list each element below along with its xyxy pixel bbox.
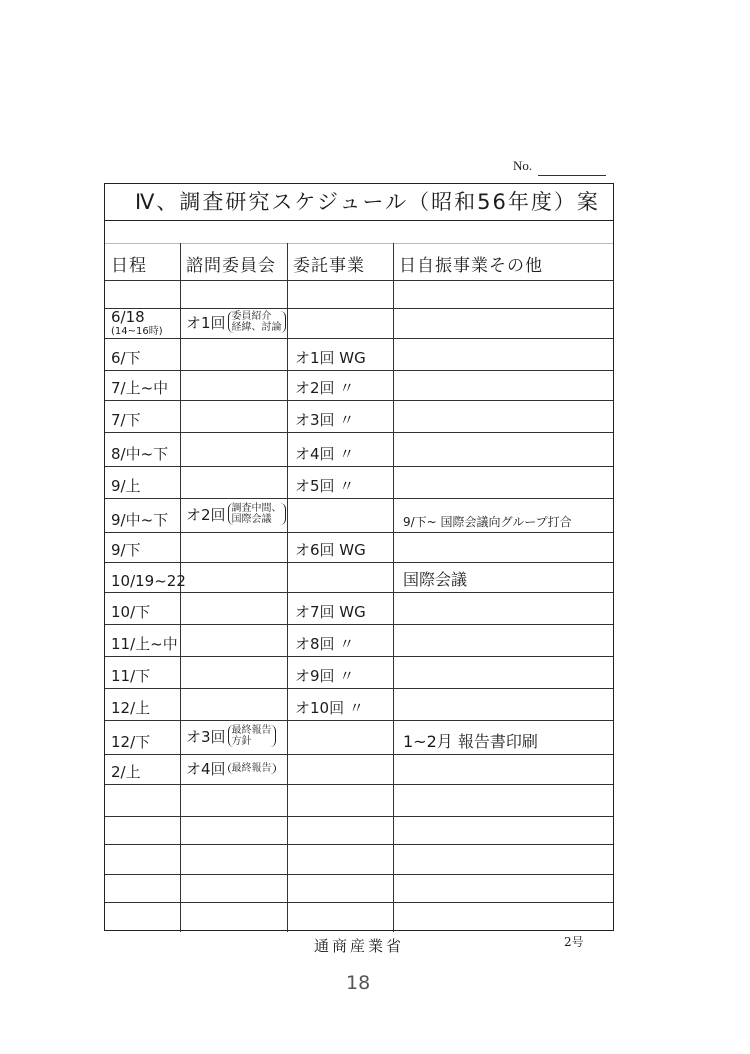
contract-cell: オ5回 〃 (295, 477, 355, 495)
column-header: 日程 (111, 256, 147, 276)
committee-cell (186, 784, 287, 814)
contract-cell (295, 562, 393, 590)
contract-cell: オ9回 〃 (295, 667, 355, 685)
committee-cell (186, 816, 287, 842)
date-cell (111, 816, 180, 842)
other-cell (403, 592, 613, 622)
contract-cell (295, 280, 393, 306)
contract-cell (295, 308, 393, 336)
other-cell (403, 370, 613, 398)
committee-session: オ3回 (186, 727, 226, 746)
date-cell: 2/上 (111, 763, 141, 781)
date-cell (111, 902, 180, 930)
date-cell: 10/19~22 (111, 572, 186, 590)
date-cell: 9/中~下 (111, 511, 169, 529)
page-number: 18 (346, 972, 371, 994)
contract-cell (295, 816, 393, 842)
committee-cell (186, 874, 287, 900)
committee-cell (186, 688, 287, 718)
other-cell (403, 280, 613, 306)
other-cell (403, 624, 613, 654)
date-cell (111, 784, 180, 814)
committee-cell (186, 592, 287, 622)
committee-cell (186, 754, 287, 782)
date-cell: 8/中~下 (111, 445, 169, 463)
committee-cell (186, 400, 287, 430)
other-cell (403, 754, 613, 782)
other-cell (403, 902, 613, 930)
other-cell (403, 400, 613, 430)
column-header: 諮問委員会 (186, 256, 276, 276)
committee-cell (186, 308, 287, 336)
date-cell (111, 844, 180, 872)
committee-note: 調査中間、 国際会議 (228, 503, 286, 525)
date-note: (14~16時) (111, 325, 163, 337)
no-underline (538, 175, 606, 176)
column-header: 日自振事業その他 (399, 256, 543, 276)
contract-cell: オ2回 〃 (295, 379, 355, 397)
column-line (287, 243, 288, 932)
other-cell (403, 816, 613, 842)
committee-cell (186, 432, 287, 464)
other-cell (403, 874, 613, 900)
ministry-name: 通商産業省 (314, 937, 405, 955)
form-number: 2号 (564, 935, 584, 949)
contract-cell (295, 498, 393, 530)
schedule-table (104, 183, 614, 931)
committee-cell (186, 844, 287, 872)
contract-cell: オ3回 〃 (295, 411, 355, 429)
other-cell (403, 432, 613, 464)
date-cell: 6/下 (111, 349, 141, 367)
committee-cell (186, 466, 287, 496)
committee-session: オ1回 (186, 313, 226, 332)
other-cell (403, 784, 613, 814)
committee-cell (186, 720, 287, 752)
contract-cell (295, 844, 393, 872)
contract-cell: オ6回 WG (295, 541, 366, 559)
contract-cell (295, 874, 393, 900)
committee-note: 最終報告 (228, 763, 276, 774)
committee-cell (186, 370, 287, 398)
other-cell (403, 338, 613, 368)
other-cell: 9/下~ 国際会議向グループ打合 (403, 515, 572, 529)
other-cell (403, 308, 613, 336)
committee-cell (186, 280, 287, 306)
column-header: 委託事業 (293, 256, 365, 276)
document-title: Ⅳ、調査研究スケジュール（昭和56年度）案 (105, 184, 613, 221)
committee-cell (186, 656, 287, 686)
other-cell (403, 688, 613, 718)
committee-session: オ4回 (186, 759, 226, 778)
date-cell: 7/下 (111, 411, 141, 429)
other-cell: 国際会議 (403, 570, 468, 589)
other-cell (403, 656, 613, 686)
date-cell (111, 874, 180, 900)
committee-cell (186, 624, 287, 654)
date-cell: 10/下 (111, 603, 151, 621)
other-cell (403, 844, 613, 872)
contract-cell: オ8回 〃 (295, 635, 355, 653)
other-cell: 1~2月 報告書印刷 (403, 732, 538, 751)
contract-cell (295, 754, 393, 782)
date-cell: 7/上~中 (111, 379, 169, 397)
date-cell (111, 308, 180, 336)
other-cell (403, 466, 613, 496)
no-label: No. (513, 158, 533, 173)
date-cell (111, 280, 180, 306)
contract-cell (295, 784, 393, 814)
committee-cell (186, 338, 287, 368)
committee-session: オ2回 (186, 505, 226, 524)
committee-note: 最終報告 方針 (228, 725, 276, 747)
contract-cell: オ4回 〃 (295, 445, 355, 463)
contract-cell: オ10回 〃 (295, 699, 364, 717)
committee-cell (186, 498, 287, 530)
column-line (393, 243, 394, 932)
date-cell: 9/上 (111, 477, 141, 495)
contract-cell (295, 902, 393, 930)
date-cell: 9/下 (111, 541, 141, 559)
contract-cell (295, 720, 393, 752)
committee-cell (186, 902, 287, 930)
date-cell: 11/上~中 (111, 635, 178, 653)
committee-cell (186, 532, 287, 560)
contract-cell: オ1回 WG (295, 349, 366, 367)
date-text: 6/18 (111, 307, 145, 326)
date-cell: 12/下 (111, 733, 151, 751)
date-cell: 11/下 (111, 667, 151, 685)
other-cell (403, 532, 613, 560)
committee-cell (186, 562, 287, 590)
date-cell: 12/上 (111, 699, 151, 717)
committee-note: 委員紹介 経緯、討論 (228, 311, 286, 333)
contract-cell: オ7回 WG (295, 603, 366, 621)
